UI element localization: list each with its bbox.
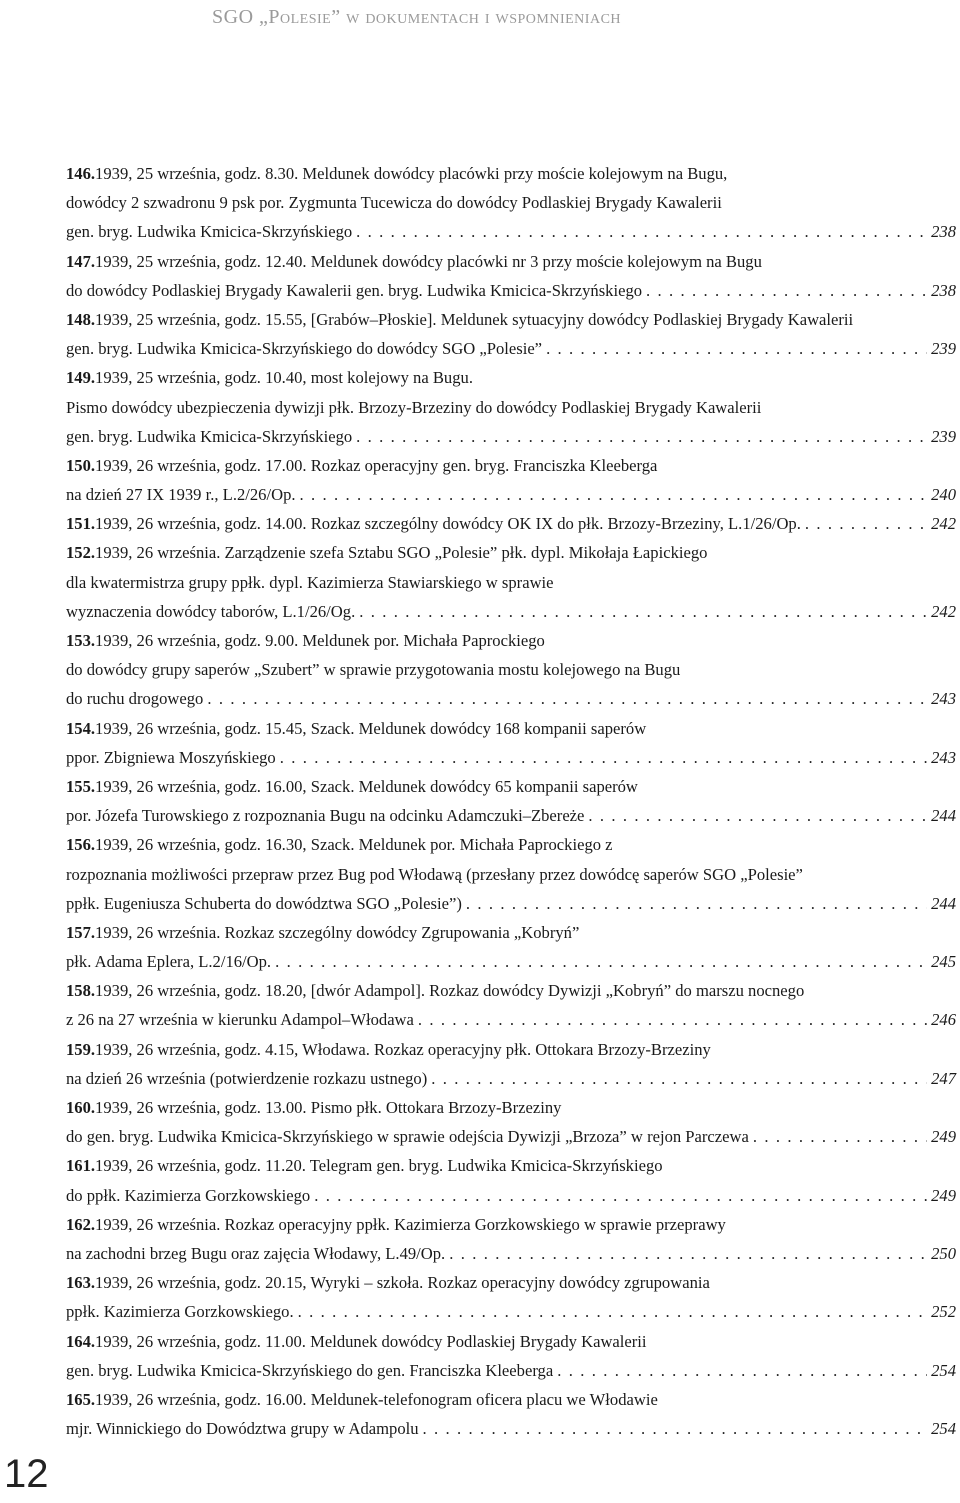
toc-page-number: 244 [931,806,956,826]
toc-entry-text: dowódcy 2 szwadronu 9 psk por. Zygmunta Tucewicza do dowódcy Podlaskiej Brygady Kawalerii [66,193,722,213]
toc-line [66,1297,956,1326]
toc-line [66,451,956,480]
toc-entry-text: gen. bryg. Ludwika Kmicica-Skrzyńskiego [66,222,353,242]
toc-entry-text: do gen. bryg. Ludwika Kmicica-Skrzyńskiego w sprawie odejścia Dywizji „Brzoza” w rejon Parczewa [66,1127,749,1147]
toc-leader-dots [359,597,927,626]
toc-line [66,801,956,830]
toc-leader-dots [646,276,927,305]
toc-entry-number: 147. [66,251,96,271]
toc-entry-number: 149. [66,368,96,388]
toc-entry-text: 1939, 26 września, godz. 11.20. Telegram gen. bryg. Ludwika Kmicica-Skrzyńskiego [95,1156,663,1176]
toc-entry [66,976,956,1034]
toc-entry [66,830,956,918]
toc-entry-text: por. Józefa Turowskiego z rozpoznania Bugu na odcinku Adamczuki–Zbereże [66,806,585,826]
toc-entry [66,772,956,830]
toc-line [66,976,956,1005]
toc-entry [66,1151,956,1209]
toc-leader-dots [588,801,927,830]
toc-entry-text: do ruchu drogowego [66,689,204,709]
toc-leader-dots [298,1297,927,1326]
toc-page-number: 252 [931,1302,956,1322]
toc-page-number: 239 [931,339,956,359]
toc-page-number: 245 [931,952,956,972]
toc-line [66,1327,956,1356]
toc-line [66,1122,956,1151]
toc-leader-dots [546,334,927,363]
toc-entry [66,159,956,247]
toc-line [66,422,956,451]
toc-entry-number: 163. [66,1273,96,1293]
table-of-contents [66,159,956,1443]
toc-page-number: 238 [931,280,956,300]
toc-entry [66,1385,956,1443]
toc-page-number: 239 [931,426,956,446]
toc-entry-number: 156. [66,835,96,855]
toc-entry-text: gen. bryg. Ludwika Kmicica-Skrzyńskiego do gen. Franciszka Kleeberga [66,1360,554,1380]
toc-leader-dots [356,217,927,246]
toc-entry [66,1268,956,1326]
toc-line [66,860,956,889]
toc-line [66,1239,956,1268]
toc-entry-text: do dowódcy Podlaskiej Brygady Kawalerii gen. bryg. Ludwika Kmicica-Skrzyńskiego [66,280,643,300]
toc-entry-text: 1939, 26 września, godz. 20.15, Wyryki – szkoła. Rozkaz operacyjny dowódcy zgrupowania [95,1273,710,1293]
toc-leader-dots [466,889,927,918]
toc-entry-number: 153. [66,631,96,650]
toc-entry-text: 1939, 26 września, godz. 4.15, Włodawa. Rozkaz operacyjny płk. Ottokara Brzozy-Brzeziny [95,1039,711,1059]
toc-entry-text: do dowódcy grupy saperów „Szubert” w sprawie przygotowania mostu kolejowego na Bugu [66,660,681,680]
toc-line [66,188,956,217]
toc-entry [66,1327,956,1385]
toc-line [66,1035,956,1064]
toc-line [66,714,956,743]
toc-entry-text: do ppłk. Kazimierza Gorzkowskiego [66,1185,311,1205]
toc-line [66,1268,956,1297]
toc-line [66,217,956,246]
toc-entry-text: 1939, 26 września, godz. 14.00. Rozkaz szczególny dowódcy OK IX do płk. Brzozy-Brzeziny, L.1/26/Op. [95,514,801,534]
toc-page-number: 250 [931,1243,956,1263]
toc-leader-dots [431,1064,927,1093]
toc-entry-text: z 26 na 27 września w kierunku Adampol–Włodawa [66,1010,414,1030]
toc-page-number: 244 [931,893,956,913]
toc-line [66,1356,956,1385]
toc-page-number: 247 [931,1068,956,1088]
toc-leader-dots [423,1414,928,1443]
toc-entry-text: 1939, 25 września, godz. 10.40, most kolejowy na Bugu. [95,368,473,388]
toc-leader-dots [557,1356,927,1385]
toc-entry-text: płk. Adama Eplera, L.2/16/Op. [66,952,272,972]
toc-line [66,684,956,713]
toc-entry-text: 1939, 26 września. Rozkaz szczególny dowódcy Zgrupowania „Kobryń” [95,922,580,942]
toc-entry-number: 161. [66,1156,96,1176]
toc-leader-dots [753,1122,927,1151]
toc-line [66,334,956,363]
toc-entry-text: 1939, 26 września, godz. 15.45, Szack. Meldunek dowódcy 168 kompanii saperów [95,718,647,738]
toc-line [66,889,956,918]
toc-line [66,1181,956,1210]
toc-entry-number: 158. [66,981,96,1001]
toc-line [66,159,956,188]
toc-line [66,947,956,976]
toc-entry-number: 160. [66,1098,96,1117]
toc-page-number: 249 [931,1185,956,1205]
toc-line [66,538,956,567]
toc-page-number: 249 [931,1127,956,1147]
toc-entry [66,509,956,538]
toc-entry-text: 1939, 25 września, godz. 15.55, [Grabów–Płoskie]. Meldunek sytuacyjny dowódcy Podlaskiej Brygady Kawalerii [95,309,854,329]
toc-entry-text: wyznaczenia dowódcy taborów, L.1/26/Og. [66,601,356,621]
toc-entry-text: gen. bryg. Ludwika Kmicica-Skrzyńskiego do dowódcy SGO „Polesie” [66,339,543,359]
toc-entry-number: 154. [66,718,96,738]
toc-leader-dots [418,1005,927,1034]
toc-line [66,480,956,509]
toc-entry-text: 1939, 25 września, godz. 12.40. Meldunek dowódcy placówki nr 3 przy moście kolejowym na Bugu [95,251,762,271]
page-number: 12 [4,1452,49,1496]
toc-leader-dots [207,684,927,713]
toc-entry-number: 159. [66,1039,96,1059]
toc-line [66,393,956,422]
toc-entry [66,538,956,626]
toc-entry-text: 1939, 26 września, godz. 16.00, Szack. Meldunek dowódcy 65 kompanii saperów [95,776,638,796]
toc-entry-text: mjr. Winnickiego do Dowództwa grupy w Adampolu [66,1419,419,1439]
toc-leader-dots [300,480,928,509]
toc-line [66,509,956,538]
toc-line [66,626,956,655]
toc-line [66,918,956,947]
toc-line [66,1005,956,1034]
toc-line [66,1210,956,1239]
toc-entry-text: 1939, 25 września, godz. 8.30. Meldunek dowódcy placówki przy moście kolejowym na Bugu, [95,164,728,183]
toc-entry-text: 1939, 26 września, godz. 17.00. Rozkaz operacyjny gen. bryg. Franciszka Kleeberga [95,455,658,475]
toc-page-number: 242 [931,514,956,534]
toc-entry-text: dla kwatermistrza grupy ppłk. dypl. Kazimierza Stawiarskiego w sprawie [66,572,554,592]
toc-line [66,1385,956,1414]
toc-entry [66,363,956,451]
toc-entry-text: ppłk. Eugeniusza Schuberta do dowództwa SGO „Polesie”) [66,893,462,913]
toc-entry-text: 1939, 26 września, godz. 18.20, [dwór Adampol]. Rozkaz dowódcy Dywizji „Kobryń” do marszu nocnego [95,981,805,1001]
toc-leader-dots [449,1239,927,1268]
toc-line [66,1414,956,1443]
toc-entry-number: 148. [66,309,96,329]
toc-entry [66,1093,956,1151]
toc-entry-text: 1939, 26 września, godz. 9.00. Meldunek por. Michała Paprockiego [95,631,545,650]
toc-leader-dots [805,509,927,538]
toc-entry [66,1210,956,1268]
toc-entry [66,714,956,772]
toc-entry-text: rozpoznania możliwości przepraw przez Bug pod Włodawą (przesłany przez dowódcę saperów SGO „Polesie” [66,864,803,884]
toc-entry-text: na zachodni brzeg Bugu oraz zajęcia Włodawy, L.49/Op. [66,1243,446,1263]
toc-entry-text: 1939, 26 września. Zarządzenie szefa Sztabu SGO „Polesie” płk. dypl. Mikołaja Łapickiego [95,543,708,563]
toc-entry-number: 146. [66,164,96,183]
toc-page-number: 254 [931,1419,956,1439]
toc-page-number: 240 [931,485,956,505]
toc-entry [66,626,956,714]
toc-leader-dots [314,1181,927,1210]
toc-entry-number: 164. [66,1331,96,1351]
toc-entry-text: na dzień 26 września (potwierdzenie rozkazu ustnego) [66,1068,428,1088]
toc-line [66,1151,956,1180]
toc-entry-number: 165. [66,1389,96,1409]
toc-entry-text: 1939, 26 września. Rozkaz operacyjny ppłk. Kazimierza Gorzkowskiego w sprawie przeprawy [95,1214,726,1234]
toc-entry-text: 1939, 26 września, godz. 13.00. Pismo płk. Ottokara Brzozy-Brzeziny [95,1098,562,1117]
toc-line [66,597,956,626]
toc-entry-number: 151. [66,514,96,534]
toc-line [66,276,956,305]
toc-entry-text: 1939, 26 września, godz. 11.00. Meldunek dowódcy Podlaskiej Brygady Kawalerii [95,1331,647,1351]
toc-entry-text: 1939, 26 września, godz. 16.30, Szack. Meldunek por. Michała Paprockiego z [95,835,613,855]
toc-line [66,305,956,334]
toc-leader-dots [280,743,927,772]
toc-page-number: 238 [931,222,956,242]
toc-entry-number: 162. [66,1214,96,1234]
toc-entry-number: 152. [66,543,96,563]
toc-entry-number: 150. [66,455,96,475]
toc-line [66,830,956,859]
toc-line [66,743,956,772]
toc-page-number: 243 [931,747,956,767]
toc-entry [66,305,956,363]
toc-line [66,772,956,801]
toc-entry [66,918,956,976]
toc-page-number: 246 [931,1010,956,1030]
toc-entry-text: ppłk. Kazimierza Gorzkowskiego. [66,1302,294,1322]
toc-entry-text: gen. bryg. Ludwika Kmicica-Skrzyńskiego [66,426,353,446]
toc-entry-text: na dzień 27 IX 1939 r., L.2/26/Op. [66,485,296,505]
running-header: SGO „Polesie” w dokumentach i wspomnieniach [212,6,622,28]
toc-leader-dots [275,947,927,976]
toc-entry-number: 155. [66,776,96,796]
toc-page-number: 242 [931,601,956,621]
toc-entry [66,247,956,305]
toc-line [66,247,956,276]
toc-entry-text: Pismo dowódcy ubezpieczenia dywizji płk. Brzozy-Brzeziny do dowódcy Podlaskiej Brygady Kawalerii [66,397,762,417]
toc-entry [66,451,956,509]
toc-line [66,1064,956,1093]
toc-page-number: 243 [931,689,956,709]
toc-line [66,568,956,597]
toc-entry-text: 1939, 26 września, godz. 16.00. Meldunek-telefonogram oficera placu we Włodawie [95,1389,658,1409]
toc-entry [66,1035,956,1093]
toc-line [66,1093,956,1122]
toc-entry-text: ppor. Zbigniewa Moszyńskiego [66,747,276,767]
toc-entry-number: 157. [66,922,96,942]
toc-line [66,363,956,392]
toc-leader-dots [356,422,927,451]
toc-line [66,655,956,684]
toc-page-number: 254 [931,1360,956,1380]
